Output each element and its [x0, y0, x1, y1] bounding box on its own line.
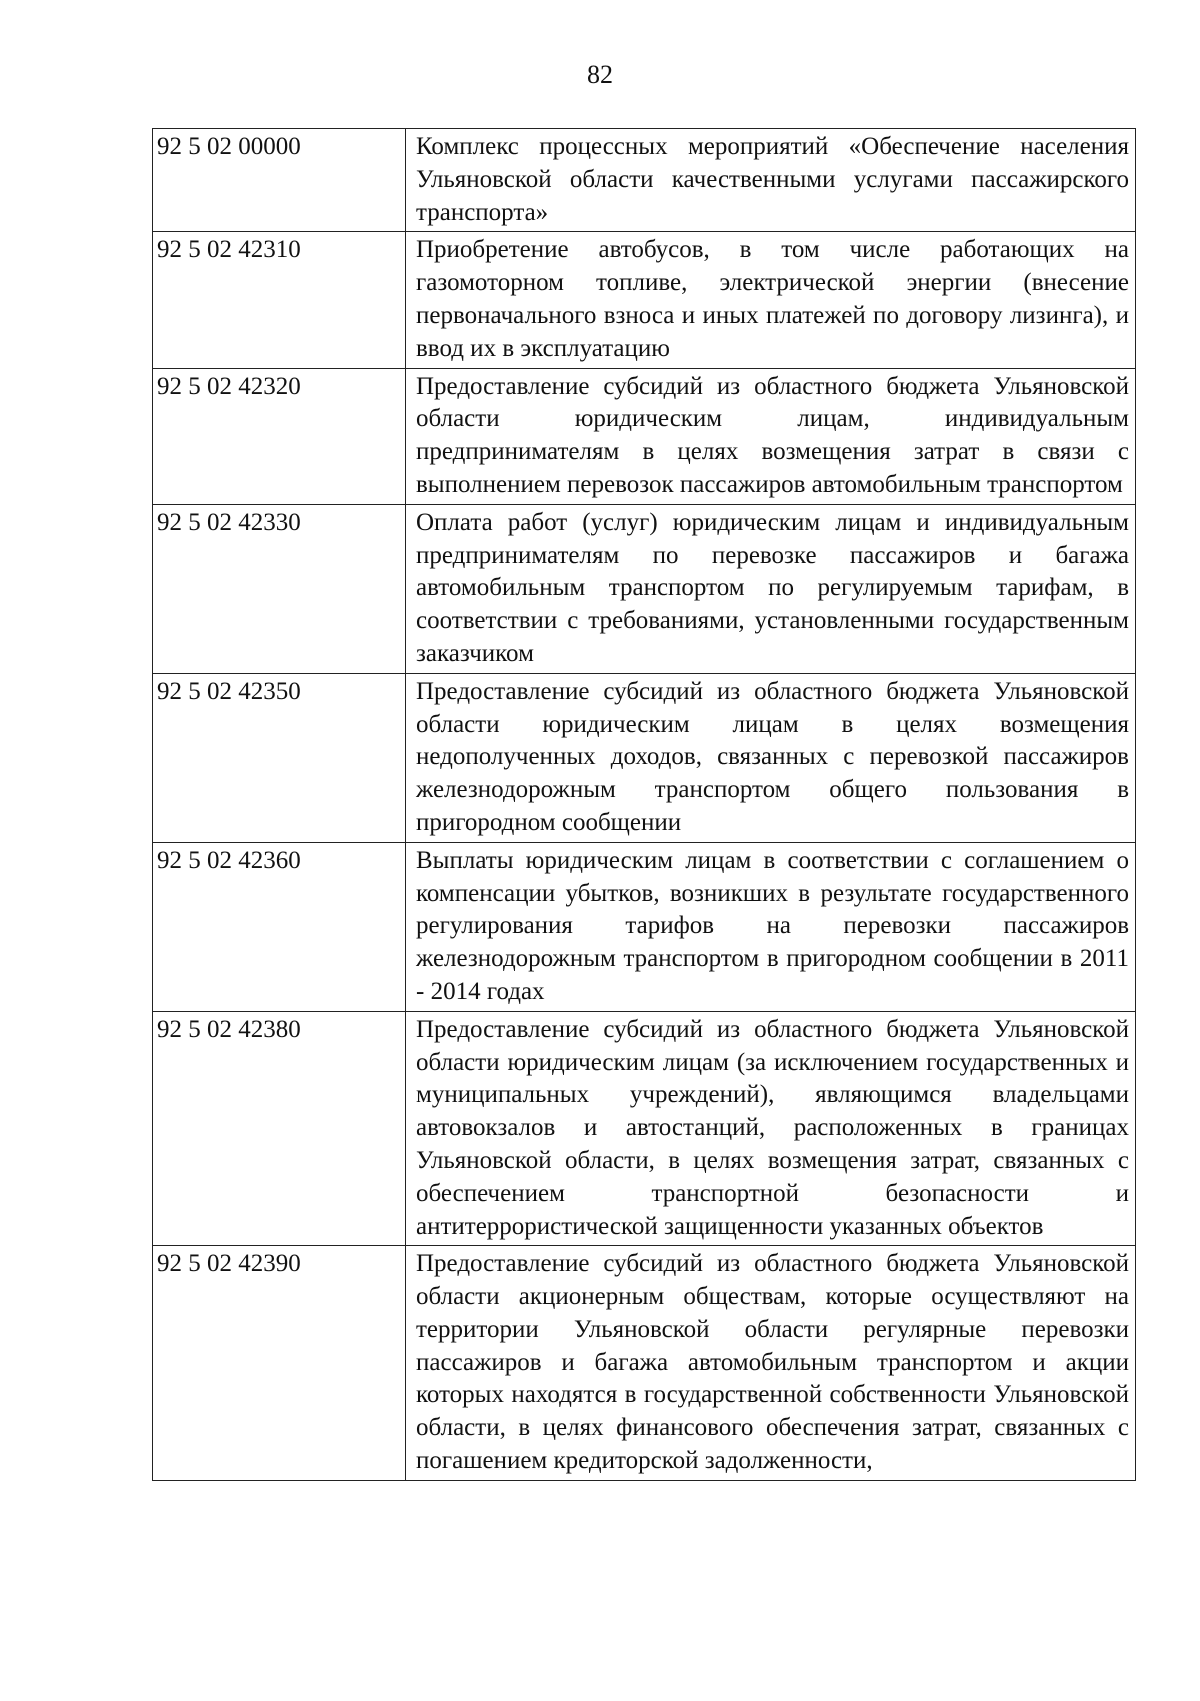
table-row	[153, 1011, 1136, 1246]
row-code: 92 5 02 42380	[153, 1011, 406, 1246]
table-row	[153, 504, 1136, 673]
budget-classification-table	[152, 128, 1136, 1481]
row-code: 92 5 02 42320	[153, 368, 406, 504]
row-description: Предоставление субсидий из областного бюджета Ульяновской области юридическим лицам, индивидуальным предпринимателям в целях возмещения затрат в связи с выполнением перевозок пассажиров автомобильным транспортом	[406, 368, 1136, 504]
table-row	[153, 842, 1136, 1011]
row-code: 92 5 02 42350	[153, 673, 406, 842]
row-code: 92 5 02 42390	[153, 1246, 406, 1481]
row-description: Комплекс процессных мероприятий «Обеспечение населения Ульяновской области качественными услугами пассажирского транспорта»	[406, 129, 1136, 232]
row-code: 92 5 02 42330	[153, 504, 406, 673]
row-description: Предоставление субсидий из областного бюджета Ульяновской области акционерным обществам, которые осуществляют на территории Ульяновской области регулярные перевозки пассажиров и багажа автомобильным транспортом и акции которых находятся в государственной собственности Ульяновской области, в целях финансового обеспечения затрат, связанных с погашением кредиторской задолженности,	[406, 1246, 1136, 1481]
page-number: 82	[587, 60, 613, 89]
row-description: Приобретение автобусов, в том числе работающих на газомоторном топливе, электрической энергии (внесение первоначального взноса и иных платежей по договору лизинга), и ввод их в эксплуатацию	[406, 232, 1136, 368]
row-description: Предоставление субсидий из областного бюджета Ульяновской области юридическим лицам в целях возмещения недополученных доходов, связанных с перевозкой пассажиров железнодорожным транспортом общего пользования в пригородном сообщении	[406, 673, 1136, 842]
row-code: 92 5 02 42360	[153, 842, 406, 1011]
row-description: Предоставление субсидий из областного бюджета Ульяновской области юридическим лицам (за исключением государственных и муниципальных учреждений), являющимся владельцами автовокзалов и автостанций, расположенных в границах Ульяновской области, в целях возмещения затрат, связанных с обеспечением транспортной безопасности и антитеррористической защищенности указанных объектов	[406, 1011, 1136, 1246]
row-code: 92 5 02 00000	[153, 129, 406, 232]
row-description: Оплата работ (услуг) юридическим лицам и индивидуальным предпринимателям по перевозке пассажиров и багажа автомобильным транспортом по регулируемым тарифам, в соответствии с требованиями, установленными государственным заказчиком	[406, 504, 1136, 673]
table-row	[153, 1246, 1136, 1481]
table-row	[153, 232, 1136, 368]
table-row	[153, 673, 1136, 842]
table-row	[153, 129, 1136, 232]
row-description: Выплаты юридическим лицам в соответствии с соглашением о компенсации убытков, возникших в результате государственного регулирования тарифов на перевозки пассажиров железнодорожным транспортом в пригородном сообщении в 2011 - 2014 годах	[406, 842, 1136, 1011]
row-code: 92 5 02 42310	[153, 232, 406, 368]
table-row	[153, 368, 1136, 504]
